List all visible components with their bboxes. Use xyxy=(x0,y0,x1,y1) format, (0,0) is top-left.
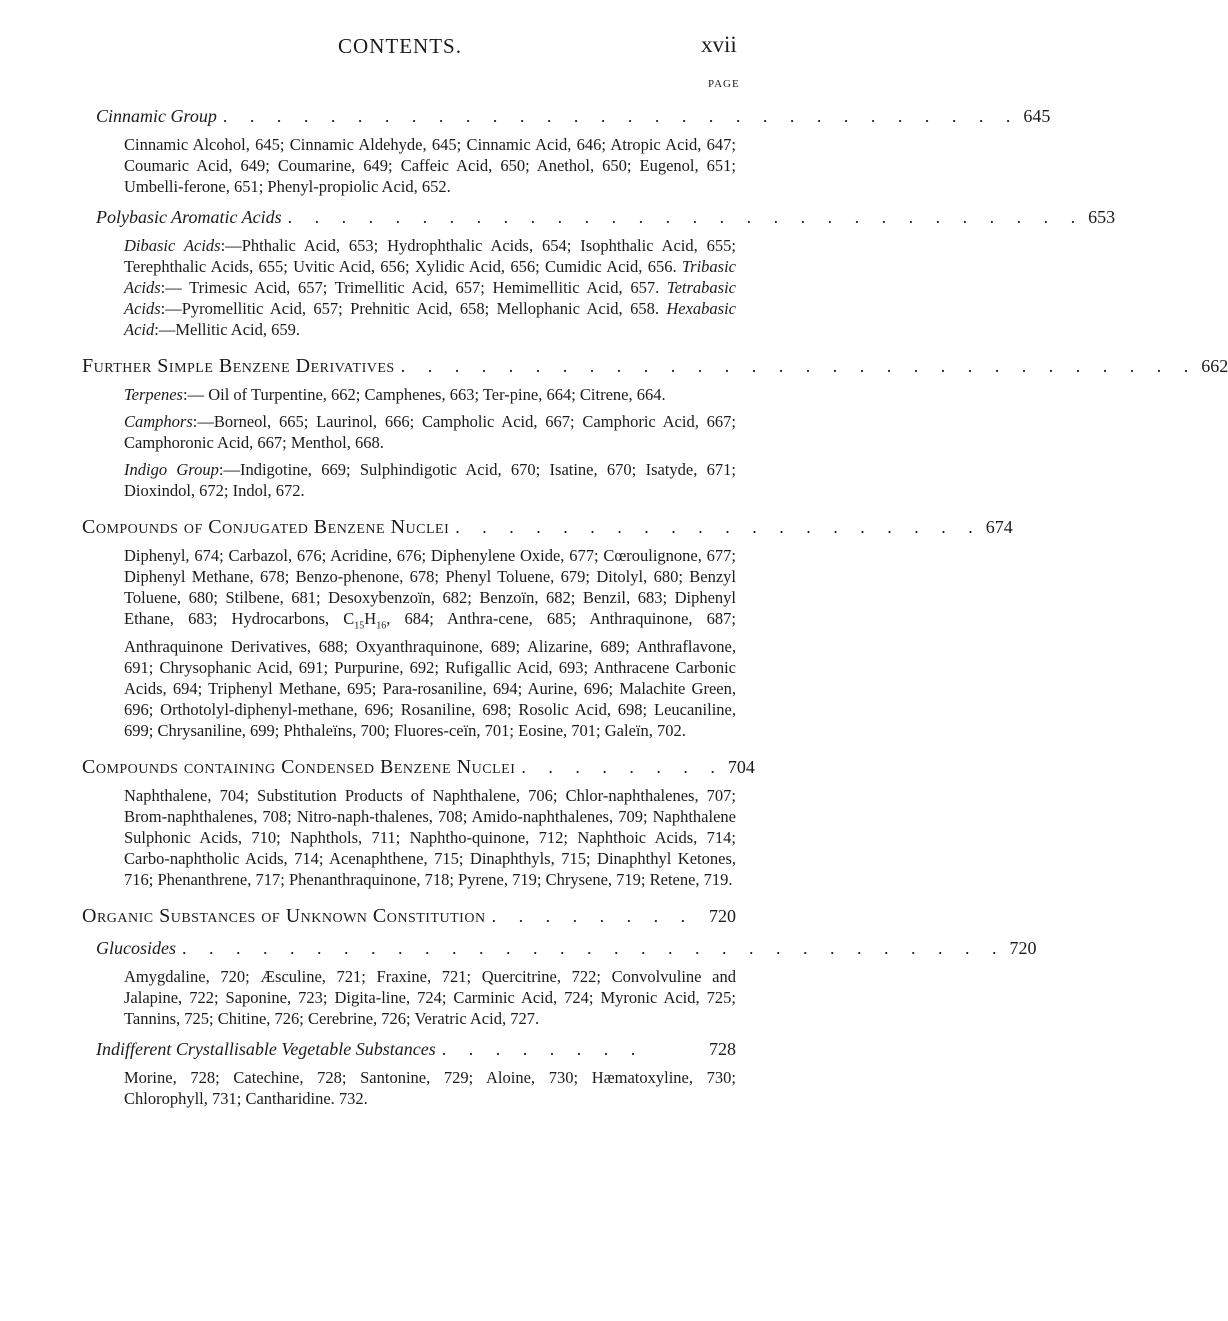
subsection-text: :—Indigotine, 669; Sulphindigotic Acid, 670; Isatine, 670; Isatyde, 671; Dioxindol, 672; Indol, 672. xyxy=(124,460,736,500)
toc-entry-page: 704 xyxy=(727,757,755,778)
table-of-contents xyxy=(82,96,1228,1109)
leader-dots: . . . . . . . . xyxy=(521,757,724,778)
subscript: 15 xyxy=(354,620,365,632)
entry-text: , 684; Anthra-cene, 685; Anthraquinone, 687; Anthraquinone Derivatives, 688; Oxyanthraquinone, 689; Alizarine, 689; Anthraflavone, 691; Chrysophanic Acid, 691; Purpurine, 692; Rufigallic Acid, 693; Anthracene Carbonic Acids, 694; Triphenyl Methane, 695; Para-rosaniline, 694; Aurine, 696; Malachite Green, 696; Orthotolyl-diphenyl-methane, 696; Rosaniline, 698; Rosolic Acid, 698; Leucaniline, 699; Chrysaniline, 699; Phthaleïns, 700; Fluores-ceïn, 701; Eosine, 701; Galeïn, 702. xyxy=(124,609,736,741)
entry-text: Diphenyl, 674; Carbazol, 676; Acridine, 676; Diphenylene Oxide, 677; Cœroulignone, 677; Diphenyl Methane, 678; Benzo-phenone, 678; Phenyl Toluene, 679; Ditolyl, 680; Benzyl Toluene, 680; Stilbene, 681; Desoxybenzoïn, 682; Benzoïn, 682; Benzil, 683; Diphenyl Ethane, 683; Hydrocarbons, C xyxy=(124,546,736,628)
toc-entry-body: Cinnamic Alcohol, 645; Cinnamic Aldehyde, 645; Cinnamic Acid, 646; Atropic Acid, 647; Coumaric Acid, 649; Coumarine, 649; Caffeic Acid, 650; Anethol, 650; Eugenol, 651; Umbelli-ferone, 651; Phenyl-propiolic Acid, 652. xyxy=(124,135,736,196)
subsection-text: :—Mellitic Acid, 659. xyxy=(154,320,300,339)
subsection-heading: Tribasic Acids xyxy=(124,257,736,297)
toc-entry-further-simple-benzene xyxy=(82,354,1228,378)
leader-dots: . . . . . . . . . . . . . . . . . . . . . . . . . . . . . . xyxy=(287,207,1085,227)
running-title: CONTENTS. xyxy=(338,34,462,58)
toc-entry-page: 645 xyxy=(1023,106,1051,126)
leader-dots: . . . . . . . . . . . . . . . . . . . . xyxy=(455,517,982,537)
leader-dots: . . . . . . . . . . . . . . . . . . . . . . . . . . . . . . xyxy=(400,356,1198,376)
toc-entry-body: Morine, 728; Catechine, 728; Santonine, 729; Aloine, 730; Hæmatoxyline, 730; Chlorophyll, 731; Cantharidine. 732. xyxy=(124,1068,736,1109)
subsection-text: :— Trimesic Acid, 657; Trimellitic Acid, 657; Hemimellitic Acid, 657. xyxy=(160,278,667,297)
toc-entry-glucosides xyxy=(96,936,1037,960)
toc-entry-organic-unknown xyxy=(82,904,736,928)
toc-entry-page: 674 xyxy=(985,517,1013,537)
page-column-label: PAGE xyxy=(708,78,740,90)
toc-entry-cinnamic-group xyxy=(96,104,1051,128)
subscript: 16 xyxy=(376,620,387,632)
leader-dots: . . . . . . . . . . . . . . . . . . . . . . . . . . . . . . xyxy=(222,106,1020,126)
subsection-heading: Hexabasic Acid xyxy=(124,299,736,339)
subsection-text: :—Phthalic Acid, 653; Hydrophthalic Acids, 654; Isophthalic Acid, 655; Terephthalic Acids, 655; Uvitic Acid, 656; Xylidic Acid, 656; Cumidic Acid, 656. xyxy=(124,236,736,276)
toc-entry-title: Further Simple Benzene Derivatives xyxy=(82,355,395,377)
toc-entry-title: Cinnamic Group xyxy=(96,106,217,126)
toc-entry-page: 662 xyxy=(1201,356,1228,376)
toc-entry-conjugated-nuclei xyxy=(82,515,1013,539)
toc-entry-page: 720 xyxy=(709,906,736,927)
toc-entry-body xyxy=(124,411,736,453)
subsection-text: :—Pyromellitic Acid, 657; Prehnitic Acid, 658; Mellophanic Acid, 658. xyxy=(160,299,667,318)
leader-dots: . . . . . . . . xyxy=(491,906,695,927)
toc-entry-indifferent-substances xyxy=(96,1037,736,1061)
toc-entry-page: 653 xyxy=(1088,207,1116,227)
toc-entry-title: Polybasic Aromatic Acids xyxy=(96,207,282,227)
toc-entry-condensed-nuclei xyxy=(82,755,755,779)
toc-entry-polybasic-acids xyxy=(96,205,1116,229)
subsection-text: :— Oil of Turpentine, 662; Camphenes, 663; Ter-pine, 664; Citrene, 664. xyxy=(182,385,666,404)
subsection-heading: Camphors xyxy=(124,412,193,431)
leader-dots: . . . . . . . . . . . . . . . . . . . . . . . . . . . . . . . xyxy=(182,938,1006,959)
subsection-heading: Terpenes xyxy=(124,385,183,404)
leader-dots: . . . . . . . . xyxy=(441,1039,645,1060)
toc-entry-body xyxy=(124,545,736,741)
entry-text: H xyxy=(364,609,377,628)
toc-entry-title: Indifferent Crystallisable Vegetable Substances xyxy=(96,1039,436,1060)
toc-entry-title: Compounds of Conjugated Benzene Nuclei xyxy=(82,516,450,538)
toc-entry-body: Naphthalene, 704; Substitution Products of Naphthalene, 706; Chlor-naphthalenes, 707; Brom-naphthalenes, 708; Nitro-naph-thalenes, 708; Amido-naphthalenes, 709; Naphthalene Sulphonic Acids, 710; Naphthols, 711; Naphtho-quinone, 712; Naphthoic Acids, 714; Carbo-naphtholic Acids, 714; Acenaphthene, 715; Dinaphthyls, 715; Dinaphthyl Ketones, 716; Phenanthrene, 717; Phenanthraquinone, 718; Pyrene, 719; Chrysene, 719; Retene, 719. xyxy=(124,786,736,890)
toc-entry-title: Compounds containing Condensed Benzene Nuclei xyxy=(82,756,516,779)
toc-entry-body xyxy=(124,459,736,501)
subsection-heading: Dibasic Acids xyxy=(124,236,221,255)
toc-entry-title: Glucosides xyxy=(96,938,176,959)
toc-entry-body: Amygdaline, 720; Æsculine, 721; Fraxine, 721; Quercitrine, 722; Convolvuline and Jalapine, 722; Saponine, 723; Digita-line, 724; Carminic Acid, 724; Myronic Acid, 725; Tannins, 725; Chitine, 726; Cerebrine, 726; Veratric Acid, 727. xyxy=(124,967,736,1029)
toc-entry-body xyxy=(124,235,736,340)
toc-entry-page: 720 xyxy=(1009,938,1037,959)
subsection-heading: Tetrabasic Acids xyxy=(124,278,736,318)
toc-entry-body xyxy=(124,384,736,405)
toc-entry-page: 728 xyxy=(709,1039,736,1060)
toc-entry-title: Organic Substances of Unknown Constitution xyxy=(82,905,486,928)
page-number-roman: xvii xyxy=(701,32,737,57)
subsection-text: :—Borneol, 665; Laurinol, 666; Campholic Acid, 667; Camphoric Acid, 667; Camphoronic Acid, 667; Menthol, 668. xyxy=(124,412,736,452)
subsection-heading: Indigo Group xyxy=(124,460,219,479)
